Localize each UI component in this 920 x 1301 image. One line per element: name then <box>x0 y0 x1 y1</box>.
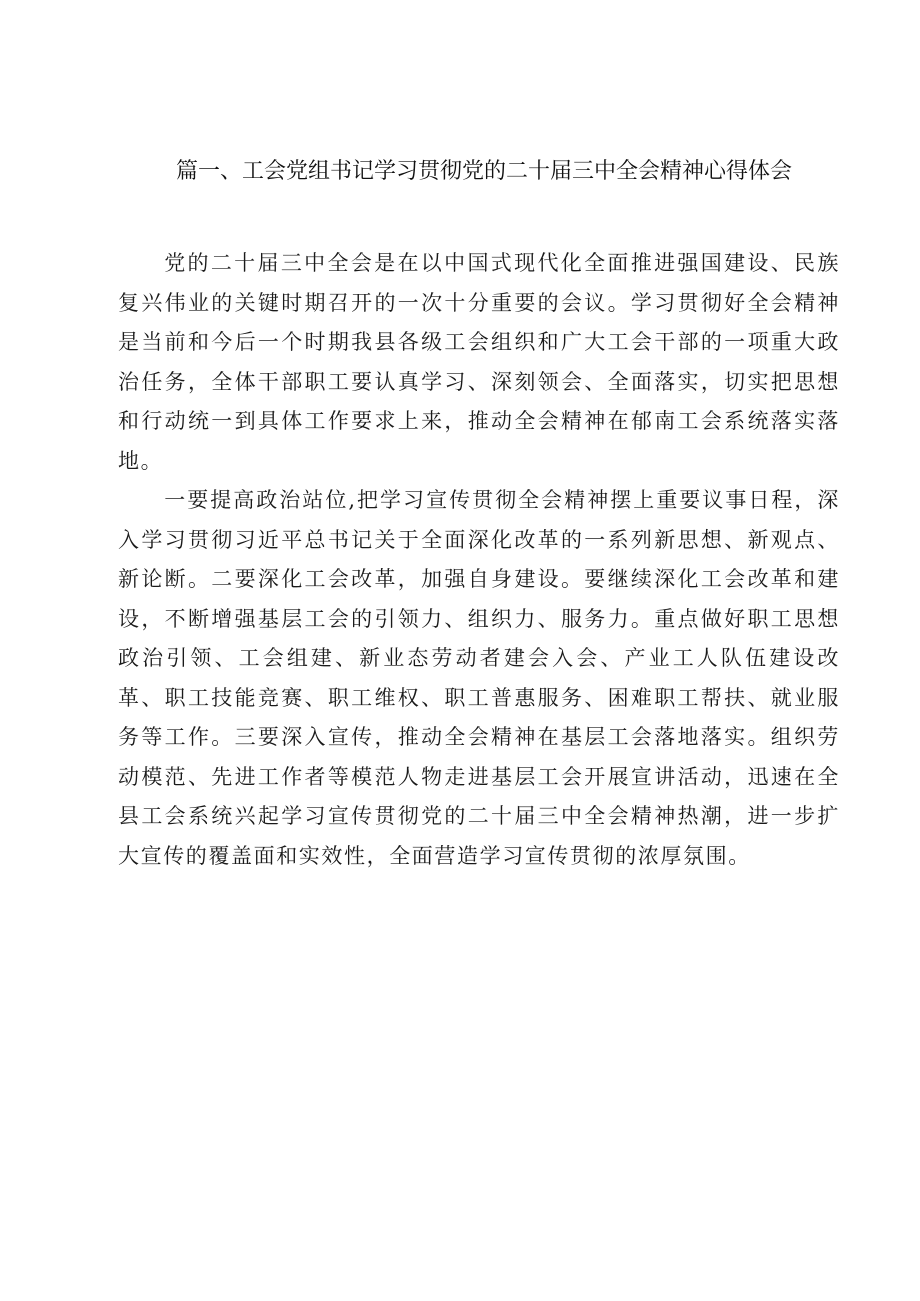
document-body <box>118 244 840 876</box>
paragraph-1: 党的二十届三中全会是在以中国式现代化全面推进强国建设、民族复兴伟业的关键时期召开的一次十分重要的会议。学习贯彻好全会精神是当前和今后一个时期我县各级工会组织和广大工会干部的一项重大政治任务，全体干部职工要认真学习、深刻领会、全面落实，切实把思想和行动统一到具体工作要求上来，推动全会精神在郁南工会系统落实落地。 <box>118 251 840 473</box>
paragraph-2: 一要提高政治站位,把学习宣传贯彻全会精神摆上重要议事日程，深入学习贯彻习近平总书记关于全面深化改革的一系列新思想、新观点、新论断。二要深化工会改革，加强自身建设。要继续深化工会改革和建设，不断增强基层工会的引领力、组织力、服务力。重点做好职工思想政治引领、工会组建、新业态劳动者建会入会、产业工人队伍建设改革、职工技能竞赛、职工维权、职工普惠服务、困难职工帮扶、就业服务等工作。三要深入宣传，推动全会精神在基层工会落地落实。组织劳动模范、先进工作者等模范人物走进基层工会开展宣讲活动，迅速在全县工会系统兴起学习宣传贯彻党的二十届三中全会精神热潮，进一步扩大宣传的覆盖面和实效性，全面营造学习宣传贯彻的浓厚氛围。 <box>118 488 840 868</box>
document-title: 篇一、工会党组书记学习贯彻党的二十届三中全会精神心得体会 <box>176 159 793 184</box>
